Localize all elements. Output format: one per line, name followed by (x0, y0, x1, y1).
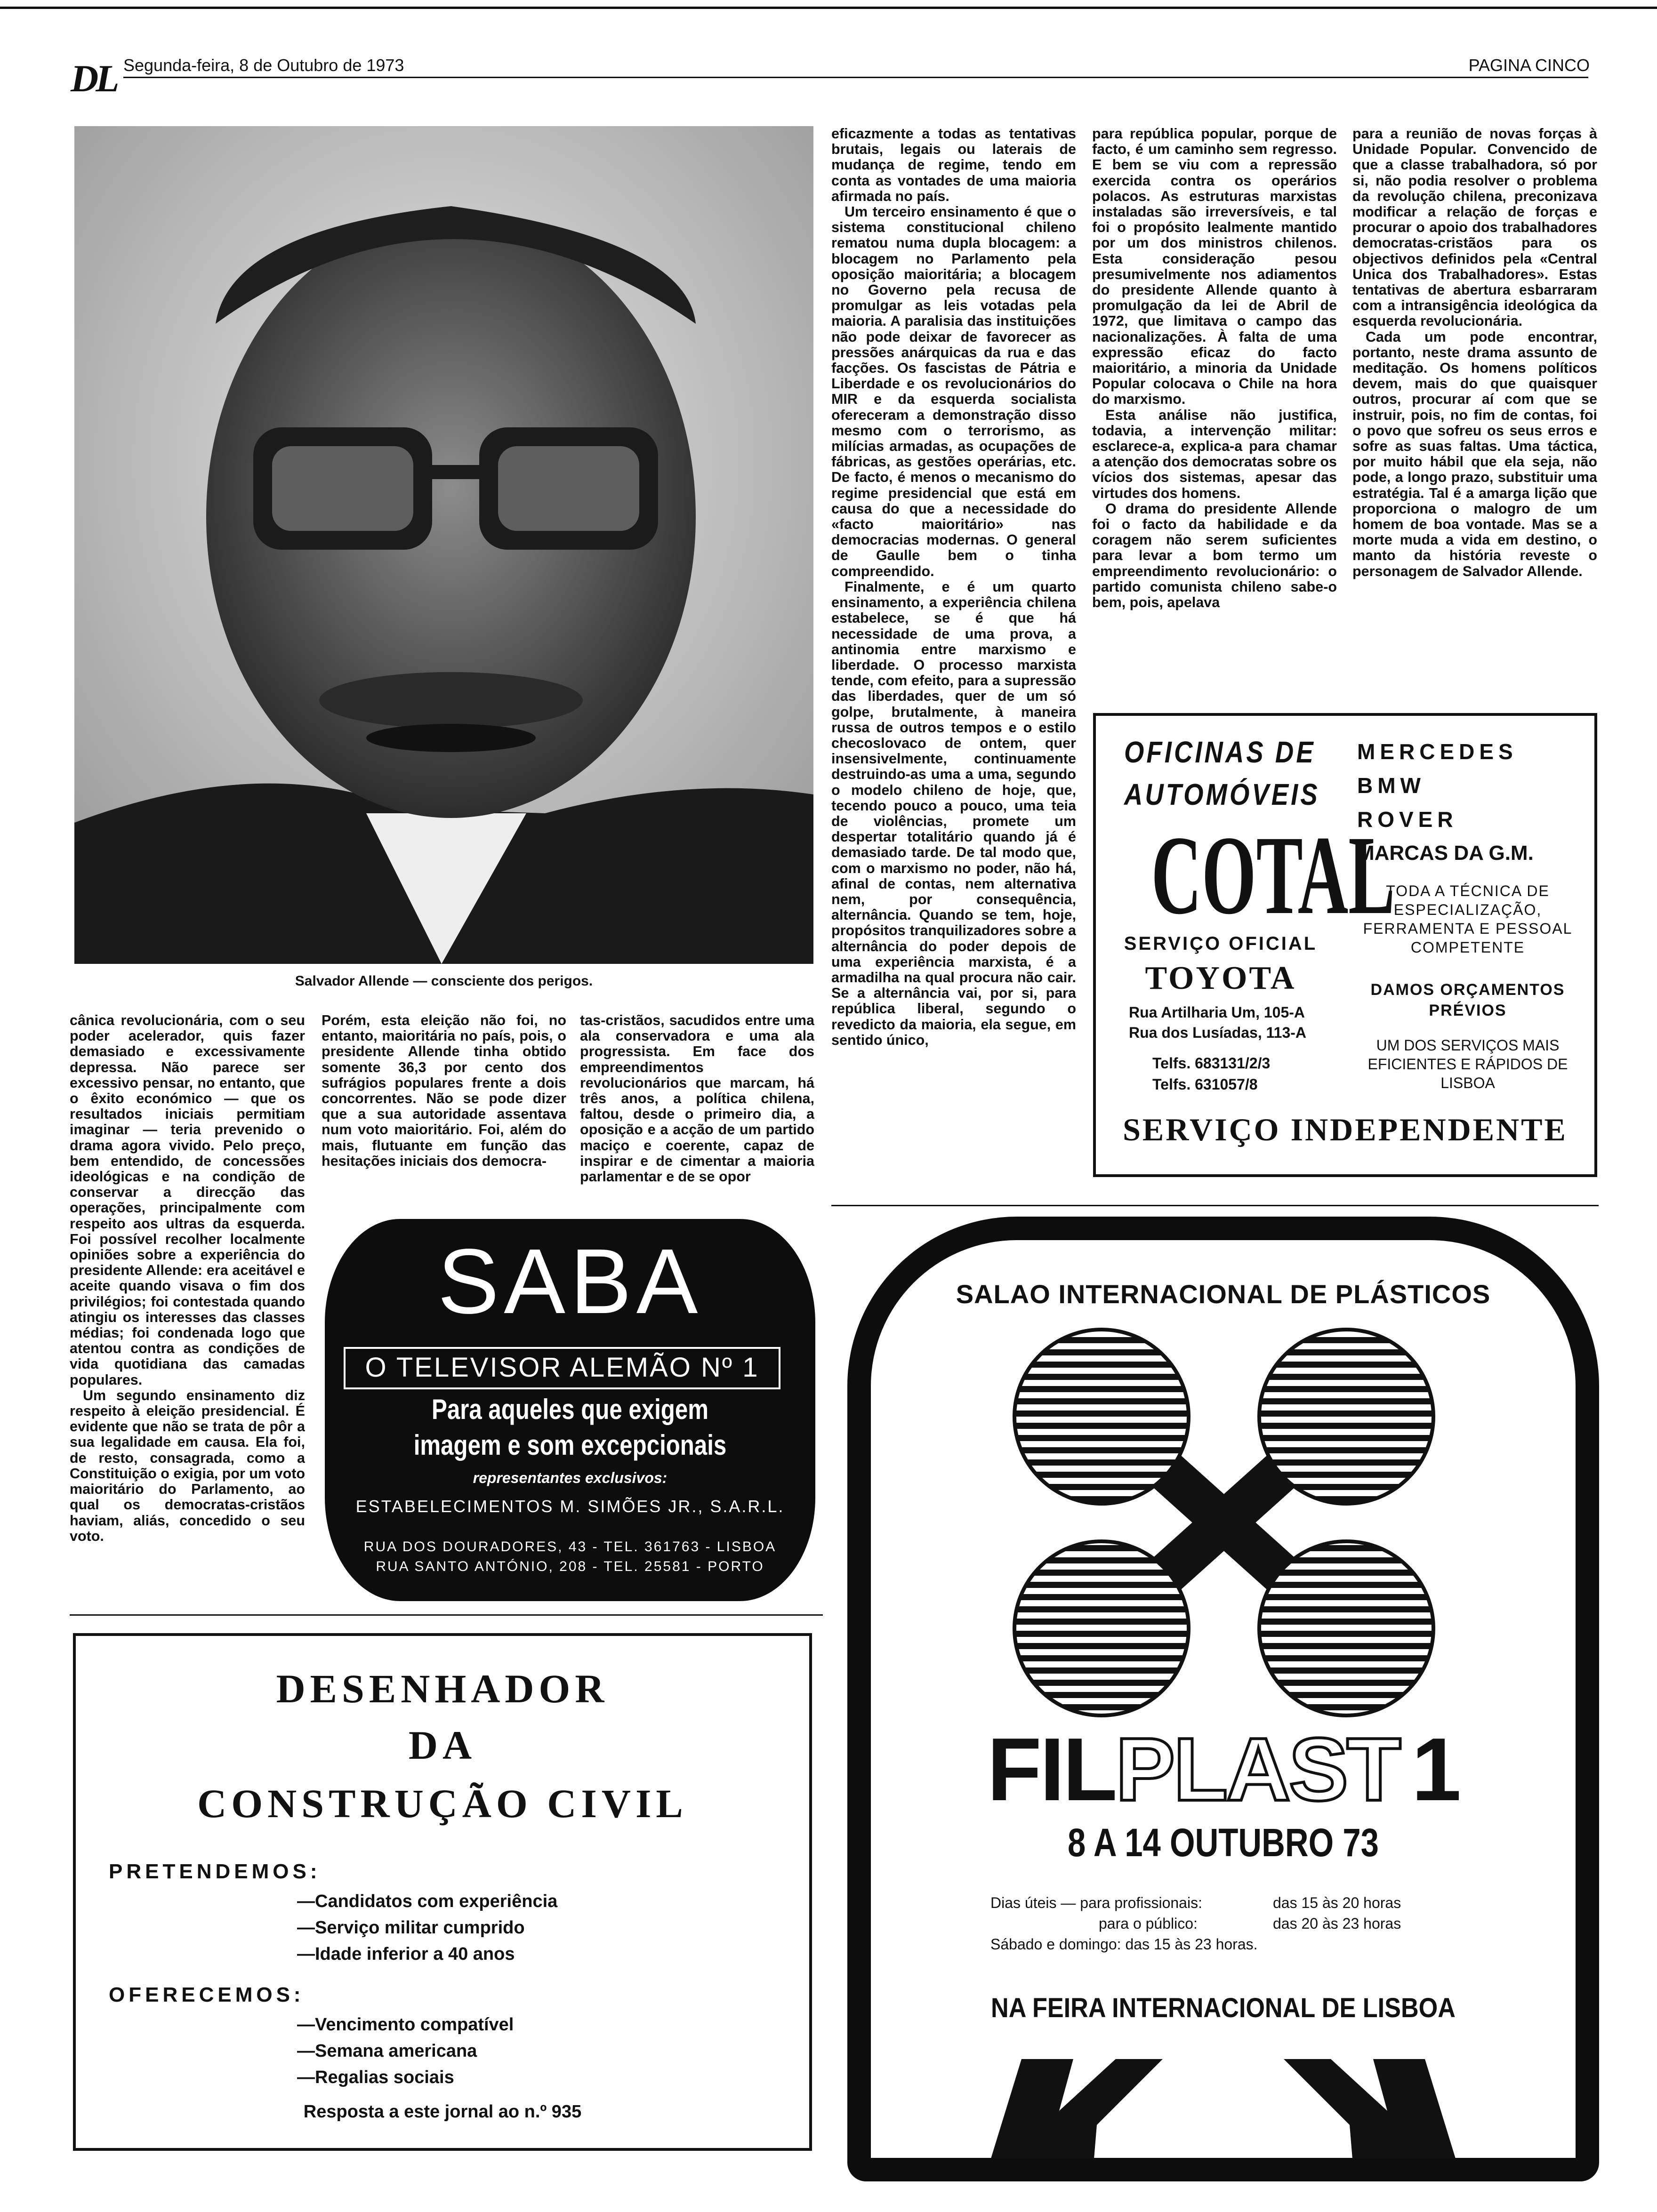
brand-rover: ROVER (1357, 807, 1458, 832)
article-paragraph: para república popular, porque de facto, é um caminho sem regresso. E bem se viu com a repressão exercida contra os operários polacos. As estruturas marxistas instaladas são irreversíveis, e tal foi o propósito lealmente mantido por um dos ministros chilenos. Esta consideração pesou presumivelmente nos adiamentos do presidente Allende quanto à promulgação da lei de Abril de 1972, que limitava o campo das nacionalizações. À falta de uma expressão eficaz do facto maioritário, a minoria da Unidade Popular colocava o Chile na hora do marxismo. (1092, 126, 1337, 408)
article-paragraph: Um segundo ensinamento diz respeito à eleição presidencial. É evidente que não se trata de pôr a sua legalidade em causa. Ela foi, de resto, consagrada, como a Constituição o exigia, por um voto maioritário do Parlamento, ao qual os democratas-cristãos haviam, aliás, concedido o seu voto. (70, 1387, 305, 1544)
list-item: —Semana americana (297, 2041, 477, 2061)
hours-label: para o público: (1099, 1915, 1198, 1932)
caption-text: — consciente dos perigos. (409, 973, 593, 989)
list-item: —Candidatos com experiência (297, 1891, 558, 1911)
article-column-b (322, 1013, 566, 1199)
hours-label: Dias úteis — para profissionais: (990, 1894, 1202, 1911)
article-paragraph: para a reunião de novas forças à Unidade Popular. Convencido de que a classe trabalhadora, só por si, não podia resolver o problema da revolução chilena, preconizava modificar a relação de forças e procurar o apoio dos trabalhadores democratas-cristãos para os objectivos definidos pela «Central Unica dos Trabalhadores». Estas tentativas de abertura esbarraram com a intransigência ideológica da esquerda revolucionária. (1352, 126, 1597, 329)
emblem-ball (1014, 1330, 1189, 1504)
filplast-emblem (1007, 1325, 1440, 1720)
article-column-a (70, 1013, 305, 1607)
newspaper-logo: DL (71, 57, 117, 100)
saba-ad (325, 1219, 815, 1601)
cotal-brand: COTAL (1151, 812, 1395, 938)
filplast-brand (871, 1720, 1576, 1819)
list-item: —Serviço militar cumprido (297, 1918, 525, 1938)
article-paragraph: tas-cristãos, sacudidos entre uma ala conservadora e uma ala progressista. Em face dos empreendimentos revolucionários que marcam, há três anos, a política chilena, faltou, desde o primeiro dia, a oposição e a acção de um partido maciço e coerente, capaz de inspirar e de cimentar a maioria parlamentar e de se opor (580, 1013, 814, 1185)
saba-brand: SABA (437, 1230, 703, 1333)
article-column-e (1092, 126, 1337, 690)
cotal-budget: DAMOS ORÇAMENTOS PRÉVIOS (1370, 981, 1565, 1019)
cotal-tel2: Telfs. 631057/8 (1152, 1076, 1258, 1093)
filplast-ad (847, 1217, 1599, 2181)
seek-label: PRETENDEMOS: (109, 1860, 321, 1883)
list-item: —Regalias sociais (297, 2068, 454, 2087)
article-paragraph: cânica revolucionária, com o seu poder acelerador, quis fazer demasiado e excessivamente depressa. Não parece ser excessivo pensar, no entanto, que o êxito económico — que os resultados iniciais permitiam imaginar — teria prevenido o drama agora vivido. Pelo preço, bem entendido, de concessões ideológicas e na condição de conservar a direcção das operações, principalmente com respeito aos ultras da esquerda. Foi possível recolher localmente opiniões sobre a experiência do presidente Allende: era aceitável e aceite quando visava o fim dos privilégios; foi contestada quando atingiu os interesses das classes médias; foi condenada logo que atentou contra as condições de vida quotidiana das camadas populares. (70, 1013, 305, 1388)
issue-date: Segunda-feira, 8 de Outubro de 1973 (123, 56, 404, 75)
caption-name: Salvador Allende (295, 973, 410, 989)
cotal-footer: SERVIÇO INDEPENDENTE (1123, 1112, 1568, 1147)
page-label: PAGINA CINCO (1468, 56, 1590, 75)
brand-gm: MARCAS DA G.M. (1357, 842, 1534, 865)
cotal-fast: UM DOS SERVIÇOS MAIS EFICIENTES E RÁPIDOS DE LISBOA (1367, 1037, 1568, 1091)
cotal-ad (1093, 713, 1597, 1177)
cotal-tel1: Telfs. 683131/2/3 (1152, 1055, 1271, 1072)
cotal-brand-list (1357, 735, 1583, 870)
hours-value: das 20 às 23 horas (1273, 1915, 1401, 1932)
job-title-3: CONSTRUÇÃO CIVIL (197, 1781, 688, 1826)
emblem-ball (1259, 1330, 1433, 1504)
top-border (0, 7, 1657, 9)
brand-mercedes: MERCEDES (1357, 739, 1518, 764)
column-divider (70, 1614, 823, 1616)
offer-label: OFERECEMOS: (109, 1983, 305, 2006)
cotal-service: SERVIÇO OFICIAL (1124, 933, 1318, 954)
emblem-ball (1259, 1541, 1433, 1715)
cotal-tech: TODA A TÉCNICA DE ESPECIALIZAÇÃO, FERRAMENTA E PESSOAL COMPETENTE (1363, 882, 1573, 956)
left-arrow (984, 2059, 1163, 2181)
article-paragraph: Esta análise não justifica, todavia, a intervenção militar: esclarece-a, explica-a para chamar a atenção dos democratas sobre os vícios dos sistemas, apesar das virtudes dos homens. (1092, 407, 1337, 501)
article-paragraph: Porém, esta eleição não foi, no entanto, maioritária no país, pois, o presidente Allende tinha obtido somente 36,3 por cento dos sufrágios populares frente a dois concorrentes. Não se pode dizer que a sua autoridade assentava num voto maioritário. Foi, além do mais, flutuante em função das hesitações iniciais dos democra- (322, 1013, 566, 1169)
article-paragraph: Finalmente, e é um quarto ensinamento, a experiência chilena estabelece, se é que há necessidade de uma prova, a antinomia entre marxismo e liberdade. O processo marxista tende, com efeito, para a supressão das liberdades, quer de um só golpe, brutalmente, à maneira russa de outros tempos e o estilo checoslovaco de ontem, quer insensivelmente, continuamente destruindo-as uma a uma, segundo o modelo chileno de hoje, que, tecendo pouco a pouco, uma teia de violências, promete um despertar totalitário quando já é demasiado tarde. De tal modo que, com o marxismo no poder, não há, afinal de contas, nem alternativa nem, por consequência, alternância. Quando se tem, hoje, propósitos tranquilizadores sobre a alternância do poder depois de uma experiência marxista, é a armadilha na qual procura não cair. Se a alternância vai, por si, para república liberal, segundo o revedicto da maioria, ela segue, em sentido único, (831, 578, 1076, 1048)
job-ad (73, 1633, 812, 2151)
seek-list (297, 1888, 557, 1967)
article-paragraph: eficazmente a todas as tentativas brutais, legais ou laterais de mudança de regime, tendo em conta as vontades de uma maioria afirmada no país. (831, 126, 1076, 204)
arrows-graphic (871, 2040, 1576, 2181)
hours-value: das 15 às 20 horas (1273, 1894, 1401, 1911)
offer-list (297, 2012, 514, 2091)
saba-slogan2: imagem e som excepcionais (413, 1429, 727, 1461)
hours-row-2 (990, 1913, 1401, 1934)
portrait-drawing (74, 126, 813, 964)
hours-row-3: Sábado e domingo: das 15 às 23 horas. (990, 1936, 1258, 1953)
brand-bmw: BMW (1357, 773, 1425, 798)
header-rule (123, 77, 1588, 78)
saba-company: ESTABELECIMENTOS M. SIMÕES JR., S.A.R.L. (355, 1497, 785, 1516)
list-item: —Idade inferior a 40 anos (297, 1944, 515, 1964)
brand-number: 1 (1411, 1720, 1460, 1819)
cotal-addr2: Rua dos Lusíadas, 113-A (1129, 1024, 1307, 1041)
job-title-2: DA (408, 1723, 477, 1768)
cotal-line2: AUTOMÓVEIS (1124, 777, 1320, 811)
article-column-d (831, 126, 1076, 1202)
saba-addr2: RUA SANTO ANTÓNIO, 208 - TEL. 25581 - PORTO (376, 1559, 764, 1574)
filplast-venue: NA FEIRA INTERNACIONAL DE LISBOA (991, 1993, 1456, 2023)
hours-row-1 (990, 1892, 1401, 1913)
saba-reps: representantes exclusivos: (473, 1469, 668, 1486)
column-divider (831, 1205, 1599, 1206)
article-paragraph: O drama do presidente Allende foi o facto da habilidade e da coragem não serem suficientes para levar a bom termo um empreendimento revolucionário: o partido comunista chileno sabe-o bem, pois, apelava (1092, 500, 1337, 611)
saba-slogan1: Para aqueles que exigem (432, 1394, 708, 1425)
job-reply: Resposta a este jornal ao n.º 935 (303, 2102, 582, 2122)
list-item: —Vencimento compatível (297, 2015, 514, 2035)
article-paragraph: Um terceiro ensinamento é que o sistema constitucional chileno rematou numa dupla blocagem: a blocagem no Parlamento pela oposição maioritária; a blocagem no Governo pela recusa de promulgar as leis votadas pela maioria. A paralisia das instituições não pode deixar de favorecer as pressões anárquicas da rua e das facções. Os fascistas de Pátria e Liberdade e os revolucionários do MIR e da esquerda socialista ofereceram a demonstração disso mesmo com o terrorismo, as milícias armadas, as ocupações de fábricas, as gestões operárias, etc. De facto, é menos o mecanismo do regime presidencial que está em causa do que a necessidade do «facto maioritário» nas democracias modernas. O general de Gaulle bem o tinha compreendido. (831, 204, 1076, 579)
article-paragraph: Cada um pode encontrar, portanto, neste drama assunto de meditação. Os homens políticos devem, mais do que quaisquer outros, procurar aí com que se instruir, pois, no fim de contas, foi o povo que sofreu os seus erros e sofre as suas faltas. Uma táctica, por muito hábil que ela seja, não pode, a longo prazo, substituir uma estratégia. Tal é a amarga lição que proporciona o malogro de um homem de boa vontade. Mas se a morte muda a vida em destino, o manto da história reveste o personagem de Salvador Allende. (1352, 329, 1597, 579)
saba-tagline: O TELEVISOR ALEMÃO Nº 1 (344, 1347, 780, 1389)
photo-caption (74, 973, 813, 989)
right-arrow (1284, 2059, 1463, 2181)
job-title-1: DESENHADOR (276, 1666, 609, 1711)
filplast-dates: 8 A 14 OUTUBRO 73 (1068, 1820, 1379, 1865)
article-column-f (1352, 126, 1597, 690)
cotal-addr1: Rua Artilharia Um, 105-A (1129, 1004, 1305, 1021)
brand-fil: FIL (987, 1720, 1116, 1819)
filplast-title: SALAO INTERNACIONAL DE PLÁSTICOS (956, 1279, 1491, 1309)
article-column-c (580, 1013, 814, 1199)
cotal-line1: OFICINAS DE (1124, 735, 1316, 769)
allende-photo (74, 126, 813, 964)
emblem-ball (1014, 1541, 1189, 1715)
brand-plast: PLAST (1115, 1720, 1400, 1819)
saba-addr1: RUA DOS DOURADORES, 43 - TEL. 361763 - LISBOA (363, 1539, 777, 1555)
cotal-toyota: TOYOTA (1145, 960, 1296, 996)
